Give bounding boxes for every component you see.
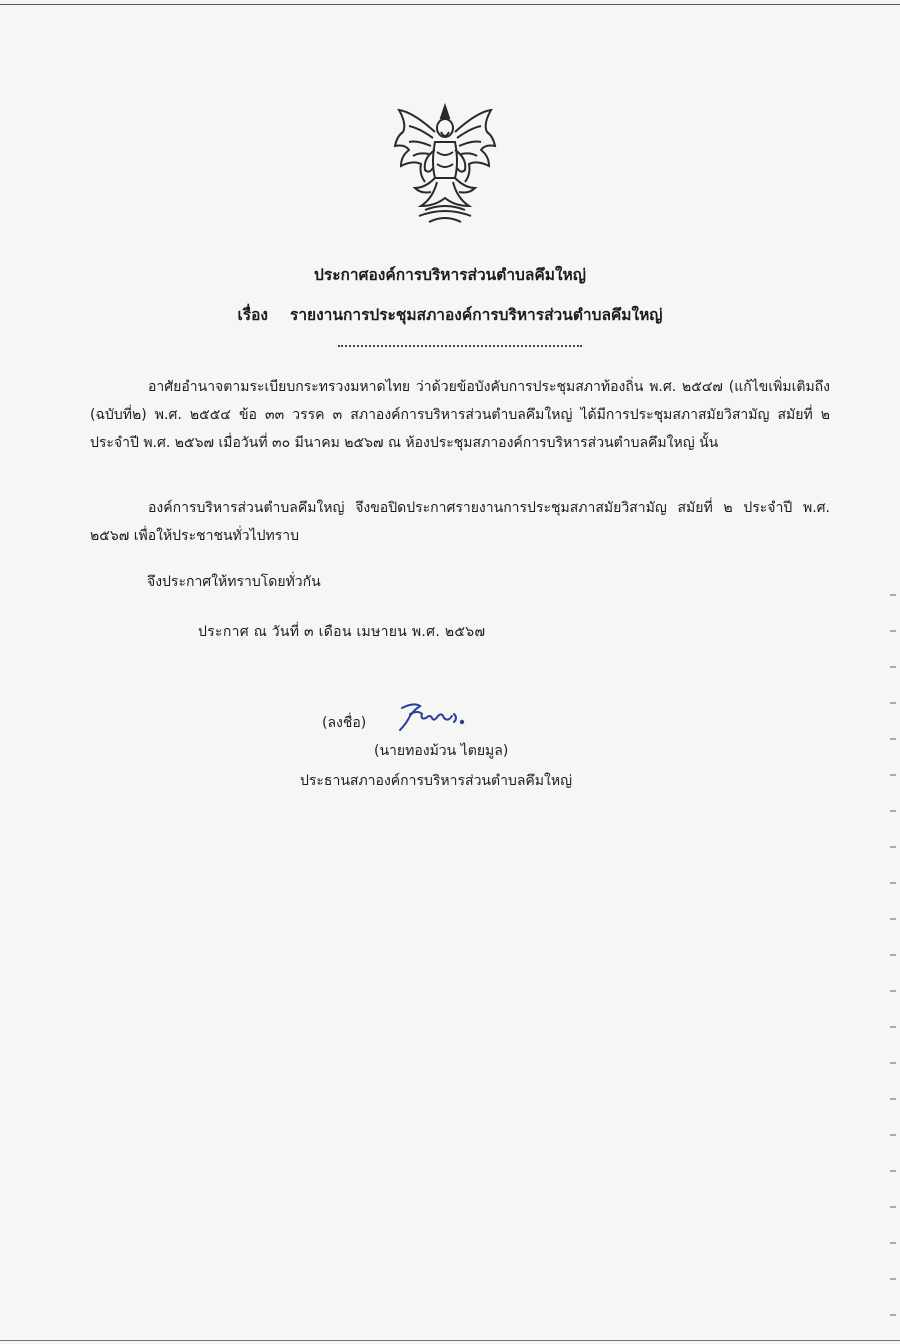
top-border <box>0 0 900 5</box>
edge-marks <box>890 560 896 1320</box>
signer-position: ประธานสภาองค์การบริหารส่วนตำบลคึมใหญ่ <box>300 773 573 789</box>
handwritten-signature <box>392 700 472 734</box>
signer-name: (นายทองม้วน ไตยมูล) <box>374 743 509 759</box>
announce-date: ประกาศ ณ วันที่ ๓ เดือน เมษายน พ.ศ. ๒๕๖๗ <box>198 624 486 640</box>
document-subject-line <box>0 302 900 327</box>
paragraph-2: องค์การบริหารส่วนตำบลคึมใหญ่ จึงขอปิดประกาศรายงานการประชุมสภาสมัยวิสามัญ สมัยที่ ๒ ประจำปี พ.ศ. ๒๕๖๗ เพื่อให้ประชาชนทั่วไปทราบ <box>90 500 830 544</box>
subject-label: เรื่อง <box>237 306 268 324</box>
bottom-border <box>0 1340 900 1344</box>
paragraph-1: อาศัยอำนาจตามระเบียบกระทรวงมหาดไทย ว่าด้วยข้อบังคับการประชุมสภาท้องถิ่น พ.ศ. ๒๕๔๗ (แก้ไขเพิ่มเติมถึง (ฉบับที่๒) พ.ศ. ๒๕๕๔ ข้อ ๓๓ วรรค ๓ สภาองค์การบริหารส่วนตำบลคึมใหญ่ ได้มีการประชุมสภาสมัยวิสามัญ สมัยที่ ๒ ประจำปี พ.ศ. ๒๕๖๗ เมื่อวันที่ ๓๐ มีนาคม ๒๕๖๗ ณ ห้องประชุมสภาองค์การบริหารส่วนตำบลคึมใหญ่ นั้น <box>90 379 830 451</box>
paragraph-3: จึงประกาศให้ทราบโดยทั่วกัน <box>147 574 321 590</box>
subject-text: รายงานการประชุมสภาองค์การบริหารส่วนตำบลคึมใหญ่ <box>290 306 663 324</box>
document-title: ประกาศองค์การบริหารส่วนตำบลคึมใหญ่ <box>314 266 586 284</box>
dotted-separator <box>338 345 582 347</box>
garuda-emblem-icon <box>385 102 505 226</box>
sign-label: (ลงชื่อ) <box>322 715 367 731</box>
